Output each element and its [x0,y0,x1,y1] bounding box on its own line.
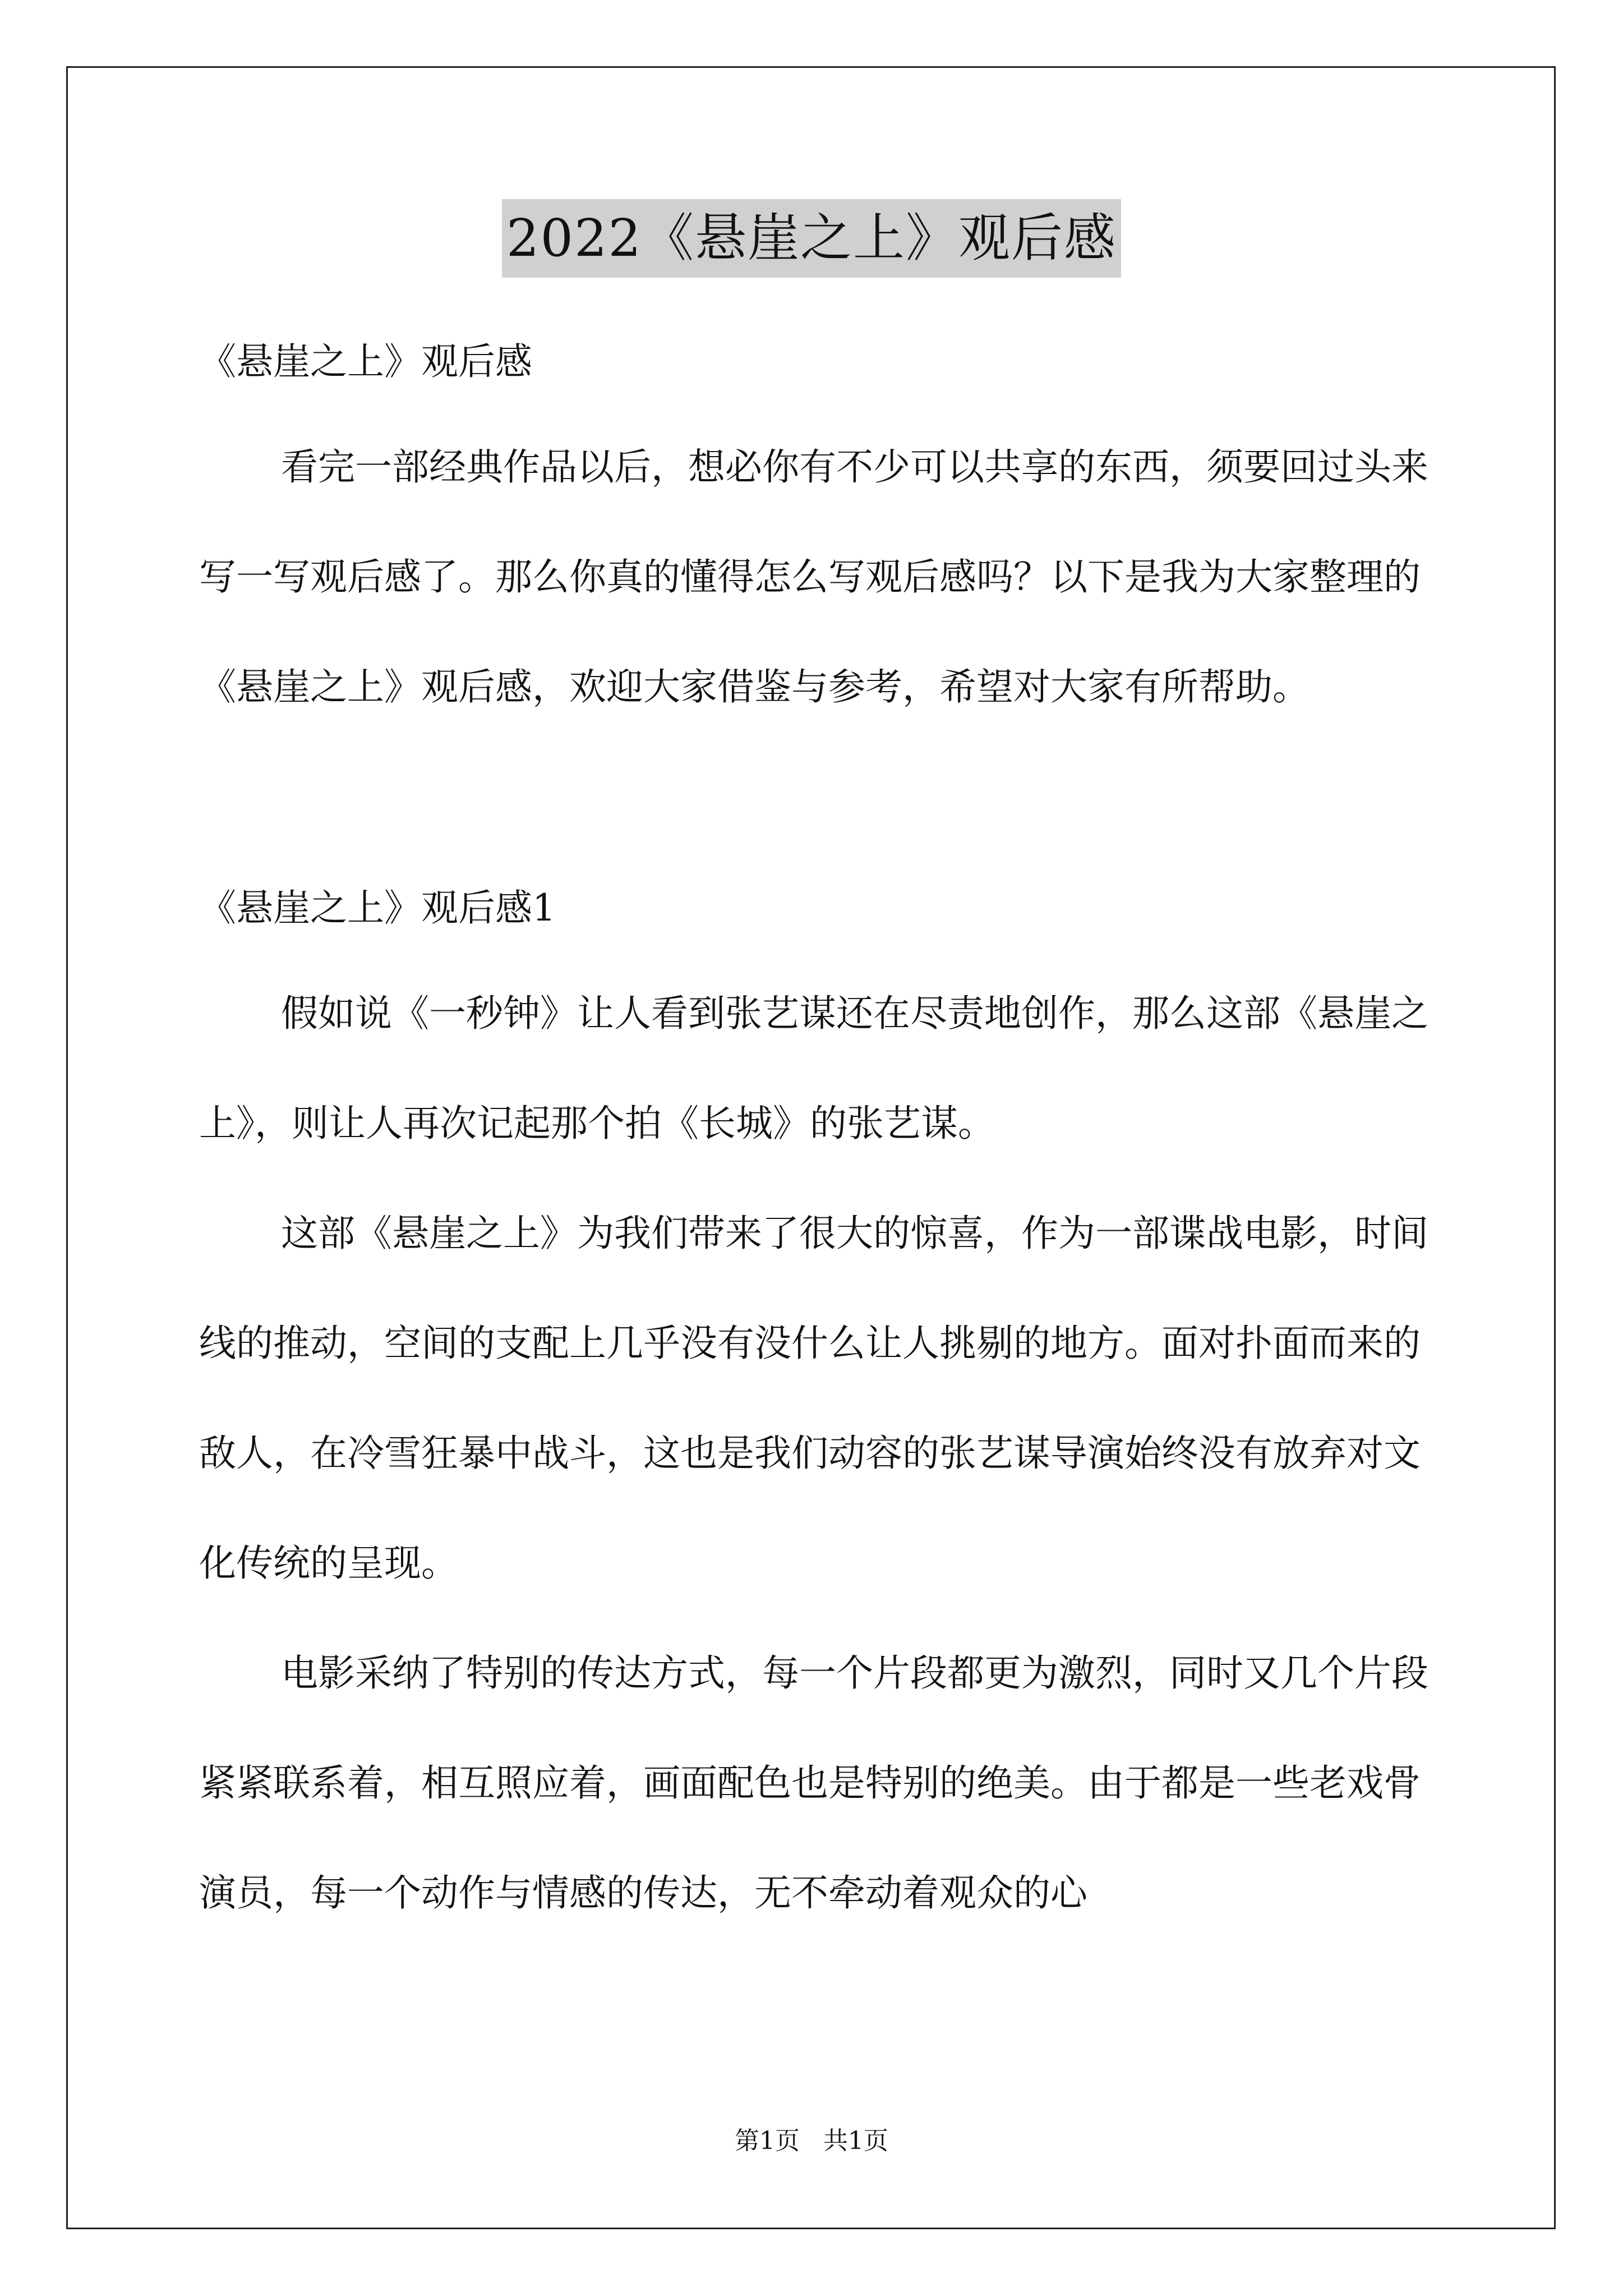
intro-paragraph: 看完一部经典作品以后，想必你有不少可以共享的东西，须要回过头来写一写观后感了。那么你真的懂得怎么写观后感吗？以下是我为大家整理的《悬崖之上》观后感，欢迎大家借鉴与参考，希望对大家有所帮助。 [199,445,1428,708]
intro-heading: 《悬崖之上》观后感 [199,340,532,383]
document-body [199,306,1433,1948]
body-paragraph-2: 这部《悬崖之上》为我们带来了很大的惊喜，作为一部谍战电影，时间线的推动，空间的支配上几乎没有没什么让人挑剔的地方。面对扑面而来的敌人，在冷雪狂暴中战斗，这也是我们动容的张艺谋导演始终没有放弃对文化传统的呈现。 [199,1212,1428,1585]
page-number-footer: 第1页 共1页 [735,2127,888,2155]
title-container [0,199,1623,278]
document-title: 2022《悬崖之上》观后感 [502,199,1121,278]
section-spacer [199,742,1433,852]
section-heading: 《悬崖之上》观后感1 [199,886,556,930]
body-paragraph-1: 假如说《一秒钟》让人看到张艺谋还在尽责地创作，那么这部《悬崖之上》，则让人再次记起那个拍《长城》的张艺谋。 [199,992,1428,1145]
body-paragraph-3: 电影采纳了特别的传达方式，每一个片段都更为激烈，同时又几个片段紧紧联系着，相互照应着，画面配色也是特别的绝美。由于都是一些老戏骨演员，每一个动作与情感的传达，无不牵动着观众的心 [199,1651,1428,1915]
